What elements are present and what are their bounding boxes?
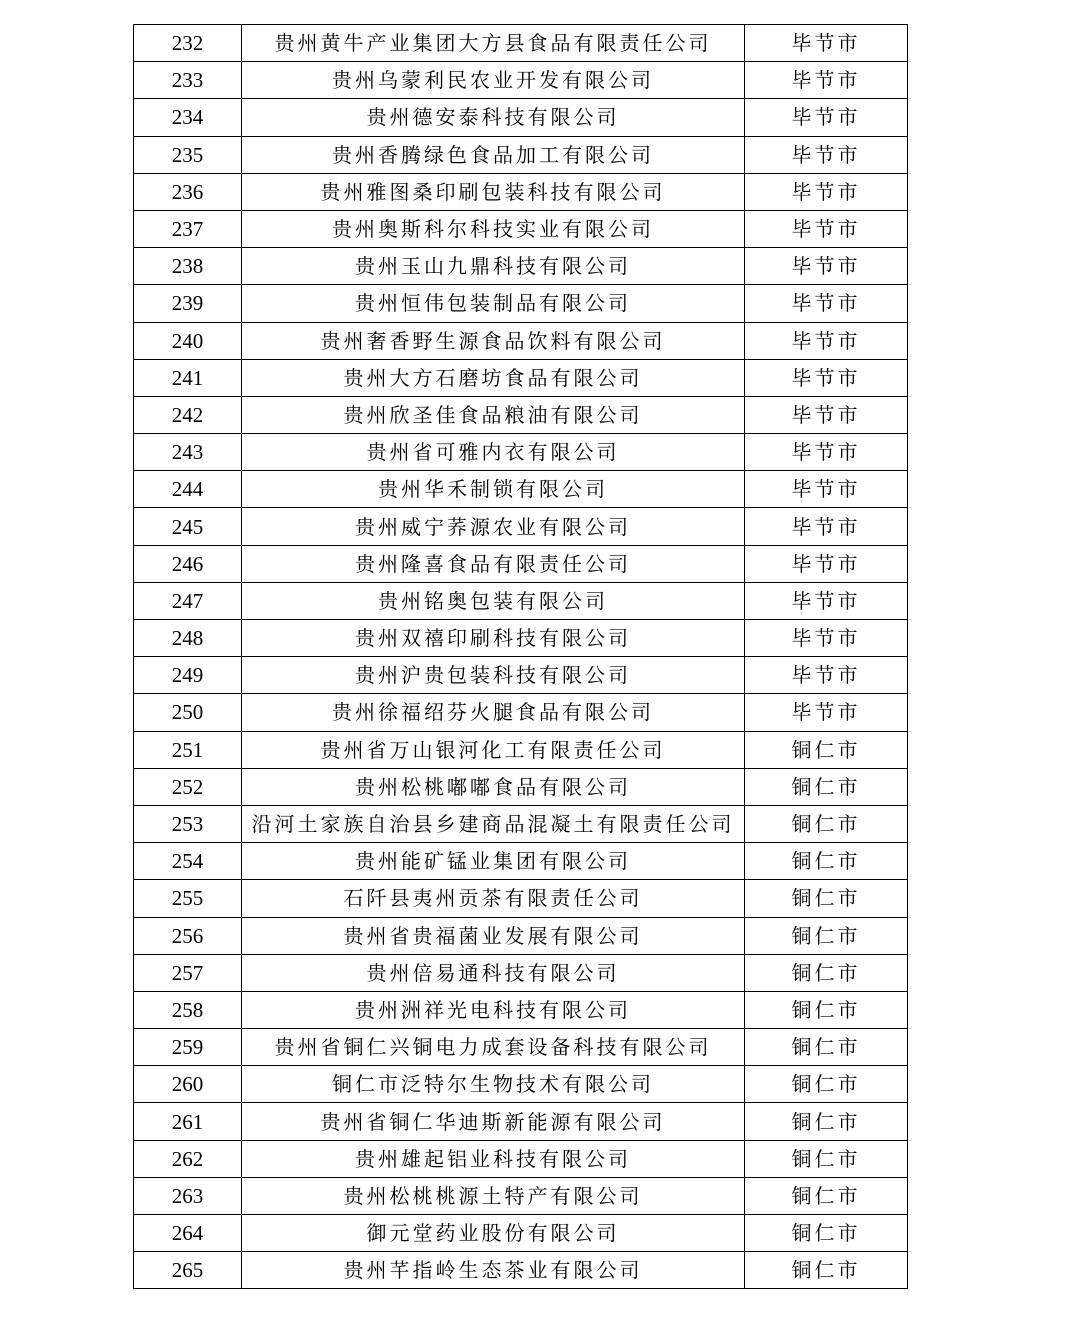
company-name: 贵州香腾绿色食品加工有限公司 [242, 136, 745, 173]
company-name: 贵州松桃桃源土特产有限公司 [242, 1177, 745, 1214]
city-name: 铜仁市 [745, 954, 908, 991]
table-row [134, 471, 908, 508]
company-name: 贵州恒伟包装制品有限公司 [242, 285, 745, 322]
city-name: 铜仁市 [745, 1029, 908, 1066]
table-row [134, 1215, 908, 1252]
city-name: 铜仁市 [745, 1252, 908, 1289]
row-number: 261 [134, 1103, 242, 1140]
table-row [134, 99, 908, 136]
table-row [134, 1177, 908, 1214]
row-number: 249 [134, 657, 242, 694]
company-list-table [133, 24, 908, 1289]
table-row [134, 1252, 908, 1289]
table-row [134, 768, 908, 805]
table-row [134, 434, 908, 471]
row-number: 260 [134, 1066, 242, 1103]
city-name: 毕节市 [745, 508, 908, 545]
table-row [134, 1103, 908, 1140]
city-name: 铜仁市 [745, 731, 908, 768]
row-number: 243 [134, 434, 242, 471]
table-row [134, 25, 908, 62]
table-row [134, 843, 908, 880]
row-number: 257 [134, 954, 242, 991]
table-row [134, 582, 908, 619]
city-name: 铜仁市 [745, 1215, 908, 1252]
row-number: 242 [134, 396, 242, 433]
company-name: 贵州雅图桑印刷包装科技有限公司 [242, 173, 745, 210]
row-number: 238 [134, 248, 242, 285]
table-row [134, 62, 908, 99]
company-name: 贵州奢香野生源食品饮料有限公司 [242, 322, 745, 359]
company-name: 贵州沪贵包装科技有限公司 [242, 657, 745, 694]
city-name: 毕节市 [745, 582, 908, 619]
company-name: 贵州芊指岭生态茶业有限公司 [242, 1252, 745, 1289]
company-name: 贵州松桃嘟嘟食品有限公司 [242, 768, 745, 805]
city-name: 铜仁市 [745, 768, 908, 805]
city-name: 毕节市 [745, 248, 908, 285]
table-row [134, 1029, 908, 1066]
table-row [134, 322, 908, 359]
table-row [134, 359, 908, 396]
city-name: 毕节市 [745, 285, 908, 322]
city-name: 毕节市 [745, 136, 908, 173]
city-name: 铜仁市 [745, 1103, 908, 1140]
company-name: 御元堂药业股份有限公司 [242, 1215, 745, 1252]
row-number: 259 [134, 1029, 242, 1066]
table-row [134, 136, 908, 173]
row-number: 237 [134, 210, 242, 247]
row-number: 262 [134, 1140, 242, 1177]
table-row [134, 285, 908, 322]
company-name: 贵州省铜仁华迪斯新能源有限公司 [242, 1103, 745, 1140]
row-number: 255 [134, 880, 242, 917]
company-name: 贵州威宁荞源农业有限公司 [242, 508, 745, 545]
city-name: 毕节市 [745, 62, 908, 99]
city-name: 毕节市 [745, 322, 908, 359]
table-row [134, 991, 908, 1028]
table-row [134, 1066, 908, 1103]
city-name: 铜仁市 [745, 1140, 908, 1177]
row-number: 245 [134, 508, 242, 545]
city-name: 毕节市 [745, 210, 908, 247]
city-name: 毕节市 [745, 620, 908, 657]
city-name: 铜仁市 [745, 843, 908, 880]
company-name: 贵州乌蒙利民农业开发有限公司 [242, 62, 745, 99]
company-name: 贵州雄起铝业科技有限公司 [242, 1140, 745, 1177]
row-number: 244 [134, 471, 242, 508]
row-number: 248 [134, 620, 242, 657]
row-number: 263 [134, 1177, 242, 1214]
company-list-body [134, 25, 908, 1289]
company-name: 贵州隆喜食品有限责任公司 [242, 545, 745, 582]
city-name: 毕节市 [745, 396, 908, 433]
row-number: 254 [134, 843, 242, 880]
city-name: 毕节市 [745, 173, 908, 210]
row-number: 253 [134, 805, 242, 842]
row-number: 239 [134, 285, 242, 322]
table-row [134, 210, 908, 247]
table-row [134, 173, 908, 210]
company-name: 贵州铭奥包装有限公司 [242, 582, 745, 619]
company-name: 贵州省铜仁兴铜电力成套设备科技有限公司 [242, 1029, 745, 1066]
city-name: 毕节市 [745, 99, 908, 136]
company-name: 贵州洲祥光电科技有限公司 [242, 991, 745, 1028]
row-number: 240 [134, 322, 242, 359]
row-number: 235 [134, 136, 242, 173]
row-number: 241 [134, 359, 242, 396]
city-name: 毕节市 [745, 694, 908, 731]
company-name: 贵州大方石磨坊食品有限公司 [242, 359, 745, 396]
city-name: 铜仁市 [745, 1177, 908, 1214]
city-name: 毕节市 [745, 434, 908, 471]
row-number: 251 [134, 731, 242, 768]
company-name: 贵州徐福绍芬火腿食品有限公司 [242, 694, 745, 731]
city-name: 铜仁市 [745, 805, 908, 842]
row-number: 247 [134, 582, 242, 619]
row-number: 250 [134, 694, 242, 731]
row-number: 232 [134, 25, 242, 62]
city-name: 毕节市 [745, 25, 908, 62]
table-row [134, 954, 908, 991]
company-name: 贵州双禧印刷科技有限公司 [242, 620, 745, 657]
table-row [134, 805, 908, 842]
table-row [134, 917, 908, 954]
company-name: 贵州德安泰科技有限公司 [242, 99, 745, 136]
table-row [134, 694, 908, 731]
company-name: 沿河土家族自治县乡建商品混凝土有限责任公司 [242, 805, 745, 842]
table-row [134, 248, 908, 285]
company-name: 贵州省万山银河化工有限责任公司 [242, 731, 745, 768]
table-row [134, 620, 908, 657]
city-name: 毕节市 [745, 545, 908, 582]
table-row [134, 880, 908, 917]
company-name: 贵州省可雅内衣有限公司 [242, 434, 745, 471]
company-name: 贵州华禾制锁有限公司 [242, 471, 745, 508]
city-name: 铜仁市 [745, 880, 908, 917]
company-name: 贵州欣圣佳食品粮油有限公司 [242, 396, 745, 433]
city-name: 毕节市 [745, 657, 908, 694]
table-row [134, 545, 908, 582]
company-name: 贵州奥斯科尔科技实业有限公司 [242, 210, 745, 247]
company-name: 贵州能矿锰业集团有限公司 [242, 843, 745, 880]
table-row [134, 508, 908, 545]
company-name: 贵州黄牛产业集团大方县食品有限责任公司 [242, 25, 745, 62]
row-number: 256 [134, 917, 242, 954]
city-name: 铜仁市 [745, 1066, 908, 1103]
row-number: 264 [134, 1215, 242, 1252]
row-number: 236 [134, 173, 242, 210]
row-number: 246 [134, 545, 242, 582]
company-list-table-container [133, 24, 907, 1289]
city-name: 毕节市 [745, 359, 908, 396]
company-name: 贵州省贵福菌业发展有限公司 [242, 917, 745, 954]
company-name: 贵州倍易通科技有限公司 [242, 954, 745, 991]
row-number: 252 [134, 768, 242, 805]
table-row [134, 1140, 908, 1177]
row-number: 233 [134, 62, 242, 99]
row-number: 265 [134, 1252, 242, 1289]
row-number: 234 [134, 99, 242, 136]
table-row [134, 396, 908, 433]
city-name: 毕节市 [745, 471, 908, 508]
city-name: 铜仁市 [745, 991, 908, 1028]
row-number: 258 [134, 991, 242, 1028]
company-name: 贵州玉山九鼎科技有限公司 [242, 248, 745, 285]
table-row [134, 657, 908, 694]
table-row [134, 731, 908, 768]
company-name: 铜仁市泛特尔生物技术有限公司 [242, 1066, 745, 1103]
city-name: 铜仁市 [745, 917, 908, 954]
company-name: 石阡县夷州贡茶有限责任公司 [242, 880, 745, 917]
